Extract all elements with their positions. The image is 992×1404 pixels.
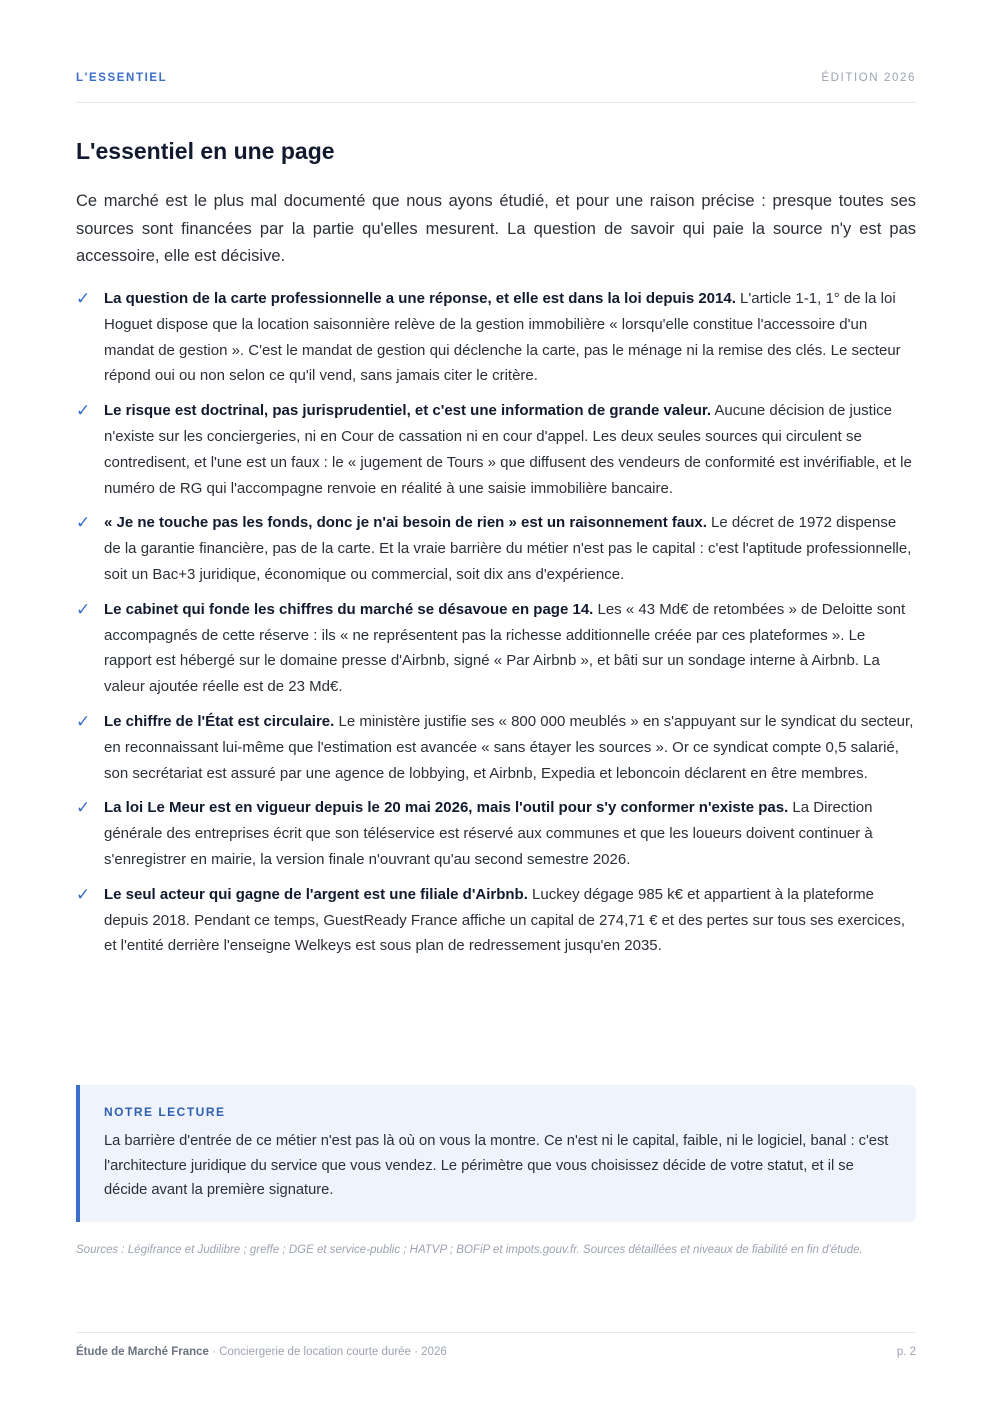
checkmark-icon: ✓ [76,798,91,818]
key-point [76,597,916,700]
key-point [76,709,916,786]
page-header [76,70,916,103]
key-points-list [76,286,916,968]
page-number: p. 2 [896,1346,916,1358]
checkmark-icon: ✓ [76,599,91,619]
key-point-body: Luckey dégage 985 k€ et appartient à la plateforme depuis 2018. Pendant ce temps, GuestReady France affiche un capital de 274,71 € et des pertes sur tous ses exercices, et l'entité derrière l'enseigne Welkeys est sous plan de redressement jusqu'en 2035. [104,885,906,955]
section-label: L'ESSENTIEL [76,72,168,84]
key-point-body: Les « 43 Md€ de retombées » de Deloitte sont accompagnés de cette réserve : ils « ne représentent pas la richesse additionnelle créée par ces plateformes ». Le rapport est hébergé sur le domaine presse d'Airbnb, signé « Par Airbnb », et bâti sur un sondage interne à Airbnb. La valeur ajoutée réelle est de 23 Md€. [104,600,906,696]
footer-brand: Étude de Marché France [76,1346,209,1358]
key-point-text [104,286,916,389]
key-point-text [104,398,916,501]
key-point-lead: Le seul acteur qui gagne de l'argent est une filiale d'Airbnb. [104,885,528,903]
key-point [76,795,916,872]
key-point-text [104,709,916,786]
checkmark-icon: ✓ [76,711,91,731]
intro-paragraph: Ce marché est le plus mal documenté que nous ayons étudié, et pour une raison précise : presque toutes ses sources sont financées par la partie qu'elles mesurent. La question de savoir qui paie la source n'y est pas accessoire, elle est décisive. [76,192,916,265]
key-point-body: La Direction générale des entreprises écrit que son téléservice est réservé aux communes et que les loueurs doivent continuer à s'enregistrer en mairie, la version finale n'ouvrant qu'au second semestre 2026. [104,799,873,868]
page-title: L'essentiel en une page [76,138,335,164]
key-point-body: Le ministère justifie ses « 800 000 meublés » en s'appuyant sur le syndicat du secteur, en reconnaissant lui-même que l'estimation est avancée « sans étayer les sources ». Or ce syndicat compte 0,5 salarié, son secrétariat est assuré par une agence de lobbying, et Airbnb, Expedia et leboncoin déclarent en être membres. [104,712,914,782]
sources-note: Sources : Légifrance et Judilibre ; greffe ; DGE et service-public ; HATVP ; BOFiP et impots.gouv.fr. Sources détaillées et niveaux de fiabilité en fin d'étude. [76,1244,863,1256]
key-point-body: L'article 1-1, 1° de la loi Hoguet dispose que la location saisonnière relève de la gestion immobilière « lorsqu'elle constitue l'accessoire d'un mandat de gestion ». C'est le mandat de gestion qui déclenche la carte, pas le ménage ni la remise des clés. Le secteur répond oui ou non selon ce qu'il vend, sans jamais citer le critère. [104,290,901,385]
key-point [76,398,916,501]
callout-heading: NOTRE LECTURE [104,1105,226,1119]
key-point-text [104,597,916,700]
key-point-lead: Le risque est doctrinal, pas jurisprudentiel, et c'est une information de grande valeur. [104,402,712,420]
checkmark-icon: ✓ [76,289,91,308]
key-point-lead: Le chiffre de l'État est circulaire. [104,712,335,730]
key-point-text [104,882,916,959]
checkmark-icon: ✓ [76,513,91,533]
key-point-body: Aucune décision de justice n'existe sur les conciergeries, ni en Cour de cassation ni en cour d'appel. Les deux seules sources qui circulent se contredisent, et l'une est un faux : le « jugement de Tours » que diffusent des vendeurs de conformité est invérifiable, et le numéro de RG qui l'accompagne renvoie en réalité à une saisie immobilière bancaire. [104,402,912,497]
key-point [76,510,916,587]
key-point [76,882,916,959]
reading-callout [76,1085,916,1222]
key-point-body: Le décret de 1972 dispense de la garantie financière, pas de la carte. Et la vraie barrière du métier n'est pas le capital : c'est l'aptitude professionnelle, soit un Bac+3 juridique, économique ou commercial, soit dix ans d'expérience. [104,514,912,583]
key-point-lead: La question de la carte professionnelle a une réponse, et elle est dans la loi depuis 2014. [104,290,736,307]
checkmark-icon: ✓ [76,401,91,421]
checkmark-icon: ✓ [76,884,91,904]
callout-text: La barrière d'entrée de ce métier n'est pas là où on vous la montre. Ce n'est ni le capital, faible, ni le logiciel, banal : c'est l'architecture juridique du service que vous vendez. Le périmètre que vous choisissez décide de votre statut, et il se décide avant la première signature. [104,1133,889,1198]
key-point-lead: « Je ne touche pas les fonds, donc je n'ai besoin de rien » est un raisonnement faux. [104,514,707,532]
footer-title [76,1346,447,1358]
key-point-text [104,795,916,872]
key-point-lead: La loi Le Meur est en vigueur depuis le 20 mai 2026, mais l'outil pour s'y conformer n'existe pas. [104,799,789,817]
key-point-lead: Le cabinet qui fonde les chiffres du marché se désavoue en page 14. [104,600,594,618]
footer-subtitle: · Conciergerie de location courte durée · 2026 [208,1346,447,1358]
page-footer [76,1332,916,1367]
key-point [76,286,916,389]
edition-label: ÉDITION 2026 [821,72,916,84]
key-point-text [104,510,916,587]
